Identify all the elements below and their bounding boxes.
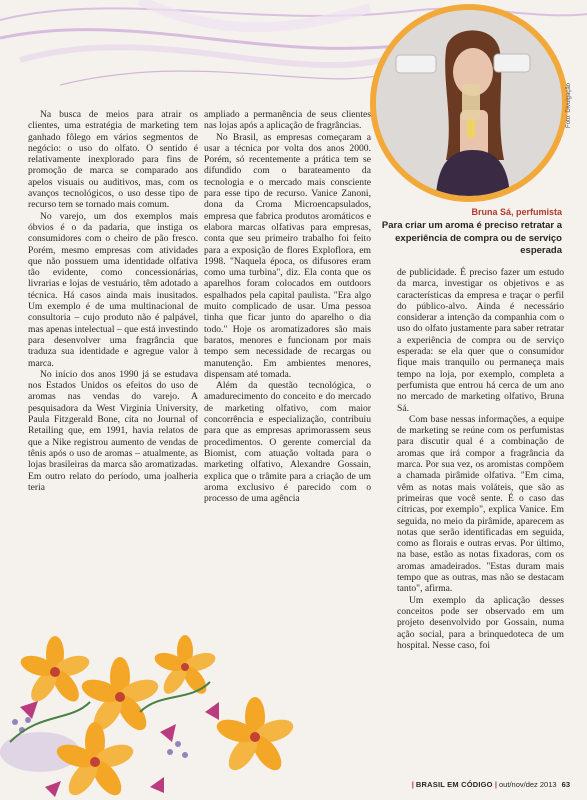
- paragraph: de publicidade. É preciso fazer um estudo da marca, investigar os objetivos e as características da empresa e traçar o perfil do público-alvo. Ainda é necessário considerar a intenção da companhia com o uso do olfato justamente para saber retratar a experiência de compra ou de serviço esperada: se ela quer que o consumidor fique mais tranquilo ou permaneça mais tempo na loja, por exemplo, completa a perfumista que entrou há cerca de um ano no mercado de marketing olfativo, Bruna Sá.: [397, 267, 564, 414]
- perfumist-photo: [376, 10, 562, 196]
- page-footer: [370, 780, 570, 789]
- footer-separator: |: [411, 780, 414, 789]
- footer-issue: out/nov/dez 2013: [499, 780, 557, 789]
- paragraph: No varejo, um dos exemplos mais óbvios é o da padaria, que instiga os consumidores com o cheiro de pão fresco. Porém, mesmo empresas com atividades que não possuem uma identidade olfativa tão evidente, como concessionárias, livrarias e lojas de vestuário, têm adotado a técnica. Há casos ainda mais inusitados. Um exemplo é de uma multinacional de consultoria – cujo produto não é palpável, mas apenas intelectual – que está investindo para desenvolver uma fragrância que traduza sua identidade e agregue valor à marca.: [28, 210, 198, 369]
- paragraph: No início dos anos 1990 já se estudava nos Estados Unidos os efeitos do uso de aromas nas vendas do varejo. A pesquisadora da West Virginia University, Paula Fitzgerald Bone, cita no Journal of Retailing que, em 1991, havia relatos de que a Nike registrou aumento de vendas de tênis após o uso de aromas – atualmente, as lojas brasileiras da marca são aromatizadas. Em outro relato do período, uma joalheria teria: [28, 368, 198, 493]
- perfumist-photo-frame: [370, 4, 568, 202]
- paragraph: Além da questão tecnológica, o amadurecimento do conceito e do mercado de marketing olfativo, com maior concorrência e especialização, contribuiu para que as empresas aprimorassem seus procedimentos. O gerente comercial da Biomist, com atuação voltada para o marketing olfativo, Alexandre Gossain, explica que o trâmite para a criação de um aroma exclusivo é parecido com o processo de uma agência: [204, 380, 371, 505]
- caption-text: Para criar um aroma é preciso retratar a experiência de compra ou de serviço esperada: [381, 220, 562, 256]
- caption-name: Bruna Sá, perfumista: [471, 207, 562, 217]
- article-column-3: [397, 267, 564, 651]
- paragraph: No Brasil, as empresas começaram a usar a técnica por volta dos anos 2000. Porém, só recentemente a prática tem se difundido com o barateamento da tecnologia e o mercado mais consciente para esse tipo de recurso. Vanice Zanoni, dona da Croma Microencapsulados, empresa que fabrica produtos aromáticos e elabora marcas olfativas para empresas, conta que seu primeiro trabalho foi feito para a exposição de flores Exploflora, em 1998. "Naquela época, os difusores eram como uma turbina", diz. Ela conta que os aparelhos foram colocados em outdoors espalhados pela capital paulista. "Era algo muito complicado de usar. Uma pessoa tinha que ficar junto do aparelho o dia todo." Hoje os aromatizadores são mais baratos, menores e funcionam por mais tempo sem necessidade de recargas ou manutenção. Em ambientes menores, dispensam até tomada.: [204, 131, 371, 380]
- footer-separator: |: [494, 780, 497, 789]
- paragraph: Na busca de meios para atrair os clientes, uma estratégia de marketing tem ganhado fôlego em vários segmentos de negócio: o uso do olfato. O sentido é relativamente inexplorado para fins de promoção de marca se comparado aos apelos visuais ou auditivos, mas, com os avanços tecnológicos, o uso desse tipo de recurso tem se tornado mais comum.: [28, 109, 198, 211]
- paragraph: ampliado a permanência de seus clientes nas lojas após a aplicação de fragrâncias.: [204, 109, 371, 132]
- photo-credit: Foto: Divulgação: [566, 82, 572, 128]
- page-number: 63: [561, 780, 570, 789]
- article-column-2: [204, 109, 371, 504]
- footer-brand: BRASIL EM CÓDIGO: [415, 780, 493, 789]
- decorative-flowers: [0, 612, 300, 800]
- paragraph: Com base nessas informações, a equipe de marketing se reúne com os perfumistas para discutir qual é a combinação de aromas que irá compor a fragrância da marca. Por sua vez, os aromistas compõem a chamada pirâmide olfativa. "Em cima, vêm as notas mais voláteis, que são as primeiras que você sente. É o caso das cítricas, por exemplo", explica Vanice. Em seguida, no meio da pirâmide, aparecem as notas que serão identificadas em seguida, como as florais e outras ervas. Por último, na base, estão as notas fixadoras, com os aromas amadeirados. "Estas duram mais tempo que as outras, mas não se destacam tanto", afirma.: [397, 413, 564, 595]
- article-column-1: [28, 109, 198, 493]
- paragraph: Um exemplo da aplicação desses conceitos pode ser observado em um projeto desenvolvido por Gossain, numa ação social, para a brinquedoteca de um hospital. Nesse caso, foi: [397, 594, 564, 651]
